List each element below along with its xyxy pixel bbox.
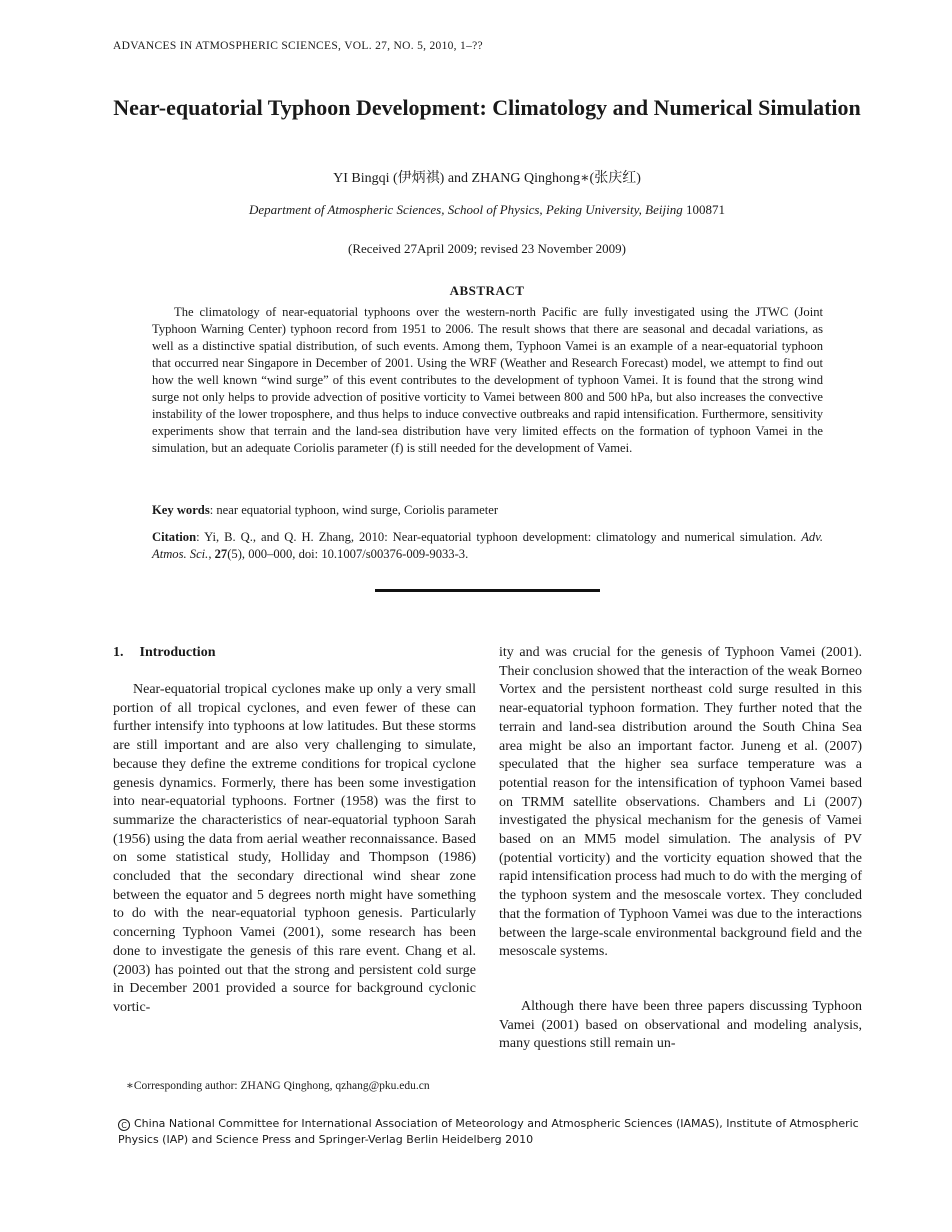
citation-issue-doi: (5), 000–000, doi: 10.1007/s00376-009-9033-3. — [227, 547, 469, 561]
running-head: ADVANCES IN ATMOSPHERIC SCIENCES, VOL. 27, NO. 5, 2010, 1–?? — [113, 40, 483, 52]
body-right-column-paragraph-2: Although there have been three papers discussing Typhoon Vamei (2001) based on observational and modeling analysis, many questions still remain un- — [499, 999, 862, 1052]
section-number: 1. — [113, 645, 124, 660]
section-divider — [375, 589, 600, 592]
keywords-label: Key words — [152, 503, 210, 517]
paper-title: Near-equatorial Typhoon Development: Climatology and Numerical Simulation — [113, 95, 861, 120]
citation-text: Yi, B. Q., and Q. H. Zhang, 2010: Near-equatorial typhoon development: climatology and numerical simulation. — [204, 530, 797, 544]
affiliation-postcode: 100871 — [685, 202, 725, 217]
body-left-column: Near-equatorial tropical cyclones make up only a very small portion of all tropical cyclones, and even fewer of these can further intensify into typhoons at low latitudes. But these storms are still important and are also very challenging to simulate, because they define the extreme conditions for tropical cyclone genesis dynamics. Formerly, there has been some investigation into near-equatorial typhoons. Fortner (1958) was the first to summarize the characteristics of near-equatorial typhoon Sarah (1956) using the data from aerial weather reconnaissance. Based on some statistical study, Holliday and Thompson (1986) concluded that the secondary directional wind shear zone between the equator and 5 degrees north might have something to do with the near-equatorial typhoon genesis. Particularly concerning Typhoon Vamei (2001), some research has been done to investigate the genesis of this rare event. Chang et al. (2003) has pointed out that the strong and persistent cold surge in December 2001 provided a source for background cyclonic vortic- — [113, 682, 476, 1015]
copyright-text: China National Committee for International Association of Meteorology and Atmospheric Sciences (IAMAS), Institute of Atmospheric Physics (IAP) and Science Press and Springer-Verlag Berlin Heidelberg 2010 — [118, 1117, 859, 1146]
abstract-text: The climatology of near-equatorial typhoons over the western-north Pacific are fully investigated using the JTWC (Joint Typhoon Warning Center) typhoon record from 1951 to 2006. The result shows that there are seasonal and decadal variations, as well as a distinctive spatial distribution, of such events. Among them, Typhoon Vamei is an example of a near-equatorial typhoon that occurred near Singapore in December of 2001. Using the WRF (Weather and Research Forecast) model, we attempt to find out how the well known “wind surge” of this event contributes to the development of typhoon Vamei. It is found that the strong wind surge not only helps to provide advection of positive vorticity to Vamei between 800 and 500 hPa, but also increases the convective instability of the lower troposphere, and thus helps to induce convective outbreaks and rapid intensification. Furthermore, sensitivity experiments show that terrain and the land-sea distribution have very limited effects on the formation of typhoon Vamei in the simulation, but an adequate Coriolis parameter (f) is still needed for the development of Vamei. — [152, 305, 823, 455]
abstract-heading: ABSTRACT — [449, 283, 525, 298]
body-right-column-paragraph-1: ity and was crucial for the genesis of Typhoon Vamei (2001). Their conclusion showed that the interaction of the weak Borneo Vortex and the persistent northeast cold surge resulted in this near-equatorial typhoon formation. They further noted that the terrain and land-sea distribution around the South China Sea area might be also an important factor. Juneng et al. (2007) speculated that the higher sea surface temperature was a potential reason for the intensification of typhoon Vamei based on TRMM satellite observations. Chambers and Li (2007) investigated the physical mechanism for the genesis of Vamei based on an MM5 model simulation. The analysis of PV (potential vorticity) and the vorticity equation showed that the rapid intensification process had much to do with the merging of the typhoon system and the mesoscale vortex. They concluded that the formation of Typhoon Vamei was due to the interactions between the large-scale environmental background field and the mesoscale systems. — [499, 645, 862, 960]
affiliation-name: Department of Atmospheric Sciences, School of Physics, Peking University, Beijing — [249, 202, 683, 217]
keywords-text: near equatorial typhoon, wind surge, Coriolis parameter — [216, 503, 499, 517]
received-dates: (Received 27April 2009; revised 23 November 2009) — [348, 241, 626, 256]
citation-label: Citation — [152, 530, 197, 544]
citation-volume: 27 — [214, 547, 228, 561]
corresponding-author-footnote: ∗Corresponding author: ZHANG Qinghong, qzhang@pku.edu.cn — [126, 1080, 430, 1092]
keywords: Key words: near equatorial typhoon, wind surge, Coriolis parameter — [152, 503, 499, 517]
affiliation — [100, 202, 874, 218]
authors: YI Bingqi (伊炳祺) and ZHANG Qinghong∗(张庆红) — [333, 171, 641, 186]
citation-journal: Adv. Atmos. Sci. — [152, 530, 824, 561]
copyright-icon: C — [118, 1119, 130, 1131]
copyright-notice — [118, 1116, 868, 1148]
citation: Citation: Yi, B. Q., and Q. H. Zhang, 2010: Near-equatorial typhoon development: climatology and numerical simulation. Adv. Atmos. Sci., 27(5), 000–000, doi: 10.1007/s00376-009-9033-3. — [152, 530, 824, 561]
section-heading — [113, 645, 215, 661]
section-title: Introduction — [139, 645, 216, 660]
